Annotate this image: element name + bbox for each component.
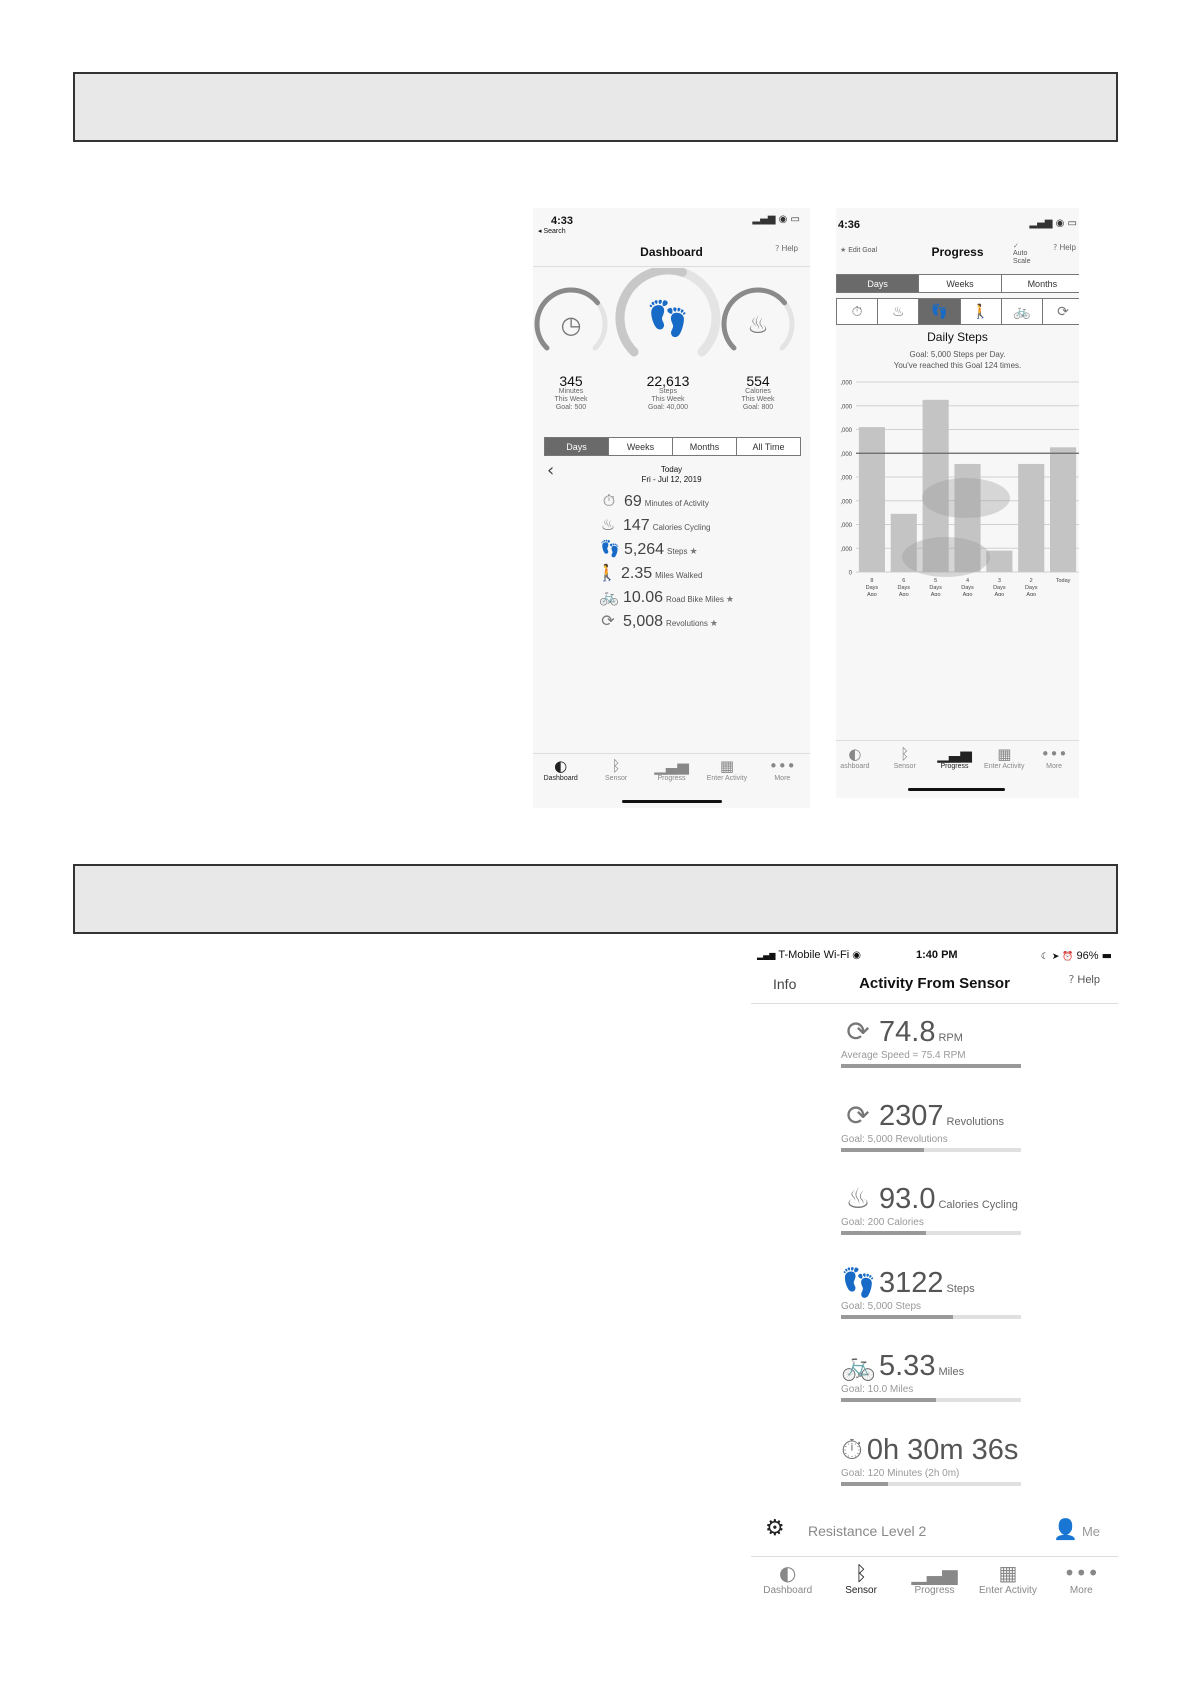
y-tick-label: ,000 — [840, 404, 852, 411]
y-tick-label: ,000 — [840, 546, 852, 553]
metric-selector — [836, 298, 1079, 325]
bluetooth-icon: ᛒ — [611, 757, 621, 775]
divider — [533, 753, 810, 754]
x-tick-label: Today — [1055, 578, 1071, 584]
metric-value: 74.8 — [879, 1016, 936, 1048]
checkmark-icon: ✓ — [1013, 242, 1019, 250]
status-icons: ▂▄▆ ◉ ▭ — [1029, 218, 1077, 229]
bar — [986, 551, 1012, 572]
speedometer-icon: ◐ — [778, 1561, 797, 1585]
metric-card — [841, 1433, 1021, 1486]
bar — [859, 427, 885, 572]
metric-unit: Miles — [938, 1366, 965, 1378]
metric-card — [841, 1266, 1021, 1319]
ring-calories-value: 554 — [746, 373, 770, 389]
resistance-level: Resistance Level 2 — [808, 1523, 927, 1539]
tab-bar — [751, 1561, 1118, 1596]
help-button[interactable]: ? Help — [1053, 243, 1076, 252]
tab-dashboard[interactable]: ◐ Dashboard — [543, 757, 578, 782]
refresh-icon: ⟳ — [846, 1098, 870, 1132]
tab-sensor[interactable]: ᛒ Sensor — [845, 1561, 877, 1596]
flame-icon: ♨ — [600, 515, 616, 534]
ring-minutes-label: Minutes This Week Goal: 500 — [554, 388, 588, 411]
metric-value: 3122 — [879, 1266, 944, 1299]
metric-value: 2307 — [879, 1099, 944, 1132]
flame-icon: ♨ — [845, 1182, 871, 1215]
metric-unit: Steps — [946, 1282, 975, 1295]
star-icon: ★ — [689, 547, 698, 557]
page-title: Progress — [931, 245, 984, 259]
stat-revolutions: ⟳ 5,008 Revolutions ★ — [599, 611, 718, 631]
goal-summary: Goal: 5,000 Steps per Day. You've reached this Goal 124 times. — [893, 350, 1022, 370]
clock-icon: ◷ — [560, 311, 582, 339]
bar — [1018, 464, 1044, 572]
x-tick-label: 2 Days Ago — [1024, 578, 1038, 596]
tab-dashboard[interactable]: ◐ ashboard — [840, 745, 870, 770]
metric-card — [841, 1015, 1021, 1068]
chart-title: Daily Steps — [927, 330, 988, 344]
x-tick-label: 5 Days Ago — [929, 578, 942, 596]
bike-icon: 🚲 — [841, 1349, 876, 1382]
stopwatch-icon: ⏱ — [841, 1432, 863, 1466]
bike-icon: 🚲 — [599, 587, 619, 606]
metric-goal: Goal: 10.0 Miles — [841, 1384, 914, 1395]
divider — [533, 266, 810, 267]
ring-minutes-value: 345 — [559, 373, 583, 389]
date-label: Today Fri - Jul 12, 2019 — [641, 465, 702, 484]
speedometer-icon: ◐ — [554, 757, 568, 775]
metric-steps[interactable] — [919, 299, 960, 324]
stat-bike-miles: 🚲 10.06 Road Bike Miles ★ — [599, 587, 734, 606]
question-icon: ? — [775, 244, 780, 253]
tab-more[interactable]: ••• More — [769, 757, 796, 782]
tab-progress[interactable]: ▁▃▅ Progress — [937, 745, 972, 770]
y-tick-label: 0 — [848, 570, 852, 577]
page-title: Dashboard — [640, 245, 703, 259]
me-button[interactable]: 👤 Me — [1053, 1517, 1100, 1541]
tab-bar — [533, 757, 810, 782]
metric-goal: Goal: 5,000 Steps — [841, 1300, 922, 1312]
chevron-left-icon[interactable]: ‹ — [547, 460, 555, 481]
divider — [751, 1003, 1118, 1004]
metric-progress-bar — [841, 1315, 1021, 1319]
status-time: 4:33 — [551, 215, 574, 227]
metric-progress-bar — [841, 1482, 1021, 1486]
signal-icon: ▂▄▆ — [757, 951, 776, 960]
status-carrier: ▂▄▆ T-Mobile Wi-Fi ◉ — [757, 949, 862, 961]
metric-walking[interactable] — [961, 299, 1002, 324]
star-icon: ★ — [840, 246, 847, 254]
walker-icon: 🚶 — [597, 563, 617, 582]
metric-minutes[interactable] — [837, 299, 878, 324]
metric-card — [841, 1182, 1021, 1235]
y-tick-label: ,000 — [840, 499, 852, 506]
home-indicator — [622, 800, 722, 803]
question-icon: ? — [1053, 243, 1058, 252]
bluetooth-icon: ᛒ — [900, 745, 910, 763]
tab-dashboard[interactable]: ◐ Dashboard — [763, 1561, 813, 1596]
x-tick-label: 4 Days Ago — [961, 578, 974, 596]
metric-unit: RPM — [938, 1032, 963, 1044]
tab-progress[interactable]: ▁▃▅ Progress — [911, 1561, 958, 1596]
star-icon: ★ — [709, 619, 718, 629]
metric-bike[interactable] — [1002, 299, 1043, 324]
calculator-icon: ▦ — [997, 745, 1012, 763]
x-tick-label: 6 Days Ago — [897, 578, 911, 596]
flame-icon: ♨ — [891, 303, 905, 320]
metric-progress-bar — [841, 1398, 1021, 1402]
tab-sensor[interactable]: ᛒ Sensor — [605, 757, 628, 782]
y-tick-label: ,000 — [840, 523, 852, 529]
bar-chart-icon: ▁▃▅ — [937, 745, 972, 763]
sensor-screenshot — [751, 943, 1118, 1613]
refresh-icon: ⟳ — [601, 611, 615, 630]
more-icon: ••• — [1040, 745, 1068, 763]
metric-value: 5.33 — [879, 1350, 936, 1382]
metric-revolutions[interactable] — [1043, 299, 1079, 324]
segment-all-time[interactable]: All Time — [737, 438, 800, 455]
bluetooth-icon: ᛒ — [855, 1561, 868, 1585]
stopwatch-icon: ⏱ — [851, 303, 863, 320]
ring-steps-label: Steps This Week Goal: 40,000 — [647, 388, 689, 411]
header-banner-middle — [73, 864, 1118, 934]
range-segmented-control — [544, 437, 801, 456]
bike-icon: 🚲 — [1013, 303, 1031, 320]
segment-days[interactable]: Days — [545, 438, 609, 455]
y-tick-label: ,000 — [840, 475, 852, 482]
tab-enter-activity[interactable]: ▦ Enter Activity — [706, 757, 748, 782]
status-time: 1:40 PM — [916, 949, 958, 961]
back-link[interactable]: ◂ Search — [538, 228, 566, 235]
metric-unit: Calories Cycling — [938, 1199, 1018, 1211]
help-button[interactable]: ? Help — [1068, 973, 1100, 986]
battery-icon: ▬ — [1101, 949, 1112, 962]
calculator-icon: ▦ — [998, 1561, 1018, 1585]
question-icon: ? — [1068, 973, 1075, 986]
status-glyphs-icon: ☾ ➤ ⏰ — [1040, 952, 1074, 962]
y-tick-label: ,000 — [840, 428, 852, 434]
stat-steps: 👣 5,264 Steps ★ — [600, 539, 698, 558]
metric-progress-bar — [841, 1148, 1021, 1152]
range-segmented-control — [836, 274, 1079, 293]
stopwatch-icon: ⏱ — [602, 491, 616, 510]
divider — [751, 1556, 1118, 1557]
segment-months[interactable]: Months — [1002, 275, 1079, 292]
segment-days[interactable]: Days — [837, 275, 919, 292]
metric-goal: Goal: 200 Calories — [841, 1217, 924, 1228]
dashboard-screenshot — [533, 208, 810, 808]
progress-screenshot — [836, 208, 1079, 798]
segment-weeks[interactable]: Weeks — [919, 275, 1001, 292]
header-banner-top — [73, 72, 1118, 142]
refresh-icon: ⟳ — [1057, 303, 1069, 320]
bar-chart-icon: ▁▃▅ — [911, 1561, 958, 1585]
tab-more[interactable]: ••• More — [1063, 1561, 1100, 1596]
refresh-icon: ⟳ — [846, 1015, 870, 1048]
tab-more[interactable]: ••• More — [1040, 745, 1068, 770]
ring-steps-value: 22,613 — [646, 373, 690, 389]
segment-months[interactable]: Months — [673, 438, 737, 455]
tab-enter-activity[interactable]: ▦ Enter Activity — [979, 1561, 1037, 1596]
edit-goal-button[interactable]: ★ Edit Goal — [840, 246, 878, 254]
person-icon: 👤 — [1053, 1517, 1079, 1541]
trainer-device-icon: ⚙ — [765, 1516, 785, 1541]
status-icons: ▂▄▆ ◉ ▭ — [752, 214, 800, 225]
metric-progress-bar — [841, 1064, 1021, 1068]
stat-minutes: ⏱ 69 Minutes of Activity — [600, 491, 709, 511]
star-icon: ★ — [725, 595, 734, 605]
calculator-icon: ▦ — [719, 757, 735, 775]
segment-weeks[interactable]: Weeks — [609, 438, 673, 455]
page-title: Activity From Sensor — [859, 975, 1010, 992]
metric-goal: Goal: 120 Minutes (2h 0m) — [841, 1467, 960, 1479]
info-button[interactable]: Info — [773, 976, 797, 992]
metric-card — [841, 1349, 1021, 1402]
speedometer-icon: ◐ — [848, 745, 862, 763]
y-tick-label: ,000 — [840, 451, 852, 458]
help-button[interactable]: ? Help — [775, 244, 798, 253]
tab-sensor[interactable]: ᛒ Sensor — [893, 745, 916, 770]
stat-miles-walked: 🚶 2.35 Miles Walked — [597, 563, 703, 582]
auto-scale-toggle[interactable]: ✓ Auto Scale — [1013, 242, 1031, 265]
metric-goal: Average Speed = 75.4 RPM — [841, 1050, 966, 1061]
metric-card — [841, 1099, 1021, 1152]
metric-goal: Goal: 5,000 Revolutions — [841, 1133, 948, 1145]
metric-value: 93.0 — [879, 1183, 936, 1215]
tab-bar — [836, 745, 1079, 770]
bar-chart-icon: ▁▃▅ — [654, 757, 689, 775]
flame-icon: ♨ — [747, 311, 769, 339]
ring-calories-label: Calories This Week Goal: 800 — [741, 388, 775, 411]
y-tick-label: ,000 — [840, 380, 852, 387]
home-indicator — [908, 788, 1005, 791]
metric-value: 0h 30m 36s — [866, 1433, 1019, 1466]
footprints-icon: 👣 — [930, 303, 949, 320]
divider — [836, 740, 1079, 741]
metric-calories[interactable] — [878, 299, 919, 324]
more-icon: ••• — [769, 757, 796, 775]
walker-icon: 🚶 — [971, 303, 990, 320]
x-tick-label: 8 Days Ago — [865, 578, 879, 596]
tab-progress[interactable]: ▁▃▅ Progress — [654, 757, 689, 782]
daily-steps-chart — [836, 374, 1079, 596]
x-tick-label: 3 Days Ago — [993, 578, 1006, 596]
footprints-icon: 👣 — [841, 1265, 876, 1299]
metric-progress-bar — [841, 1231, 1021, 1235]
bar — [1050, 447, 1076, 572]
footprints-icon: 👣 — [646, 299, 690, 339]
metric-unit: Revolutions — [946, 1115, 1004, 1128]
tab-enter-activity[interactable]: ▦ Enter Activity — [984, 745, 1025, 770]
more-icon: ••• — [1063, 1561, 1100, 1585]
status-time: 4:36 — [838, 219, 861, 231]
footprints-icon: 👣 — [600, 539, 620, 558]
wifi-icon: ◉ — [852, 950, 862, 961]
goal-rings — [533, 268, 810, 368]
stat-calories: ♨ 147 Calories Cycling — [600, 515, 711, 534]
status-battery: ☾ ➤ ⏰ 96% ▬ — [1040, 949, 1112, 962]
